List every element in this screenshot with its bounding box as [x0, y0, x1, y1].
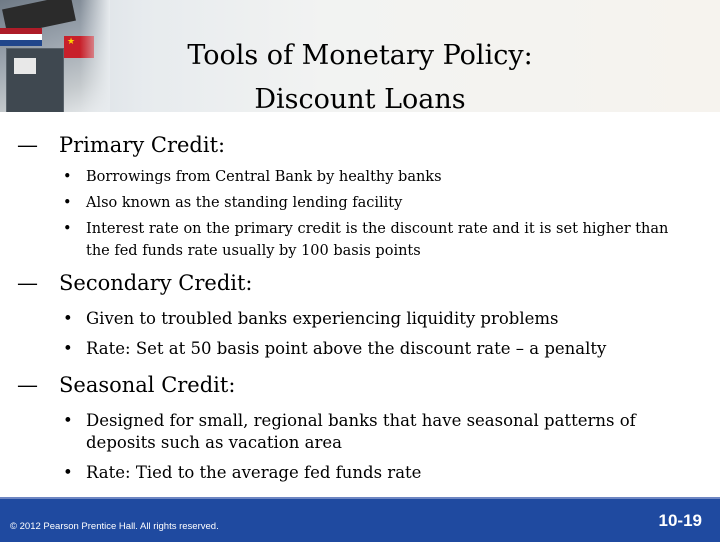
bullet-item: • Interest rate on the primary credit is the discount rate and it is set higher than the fed funds rate usually by 100 basis points	[86, 218, 676, 262]
section-heading: Secondary Credit:	[59, 271, 253, 295]
section-seasonal-credit	[0, 368, 720, 484]
section-primary-credit	[0, 128, 720, 262]
title-line-2: Discount Loans	[254, 84, 466, 115]
slide-title	[110, 34, 610, 122]
dash-marker: —	[17, 373, 38, 397]
bullet-item: • Also known as the standing lending facility	[86, 192, 676, 214]
slide-content	[0, 128, 720, 492]
copyright-notice: © 2012 Pearson Prentice Hall. All rights reserved.	[10, 521, 219, 532]
bullet-item: • Rate: Tied to the average fed funds rate	[86, 462, 676, 484]
footer-bar	[0, 497, 720, 542]
bullet-item: • Rate: Set at 50 basis point above the discount rate – a penalty	[86, 338, 676, 360]
dash-marker: —	[17, 271, 38, 295]
page-number: 10-19	[658, 511, 702, 530]
bullet-list	[0, 308, 720, 360]
bullet-list	[0, 410, 720, 484]
section-heading: Primary Credit:	[59, 133, 226, 157]
title-line-1: Tools of Monetary Policy:	[187, 40, 533, 71]
header-band	[0, 0, 720, 115]
stock-exchange-photo: ★	[0, 0, 110, 112]
bullet-item: • Designed for small, regional banks that have seasonal patterns of deposits such as vacation area	[86, 410, 676, 454]
section-heading: Seasonal Credit:	[59, 373, 236, 397]
dash-marker: —	[17, 133, 38, 157]
bullet-item: • Given to troubled banks experiencing liquidity problems	[86, 308, 676, 330]
bullet-item: • Borrowings from Central Bank by healthy banks	[86, 166, 676, 188]
section-secondary-credit	[0, 266, 720, 360]
bullet-list	[0, 166, 720, 262]
